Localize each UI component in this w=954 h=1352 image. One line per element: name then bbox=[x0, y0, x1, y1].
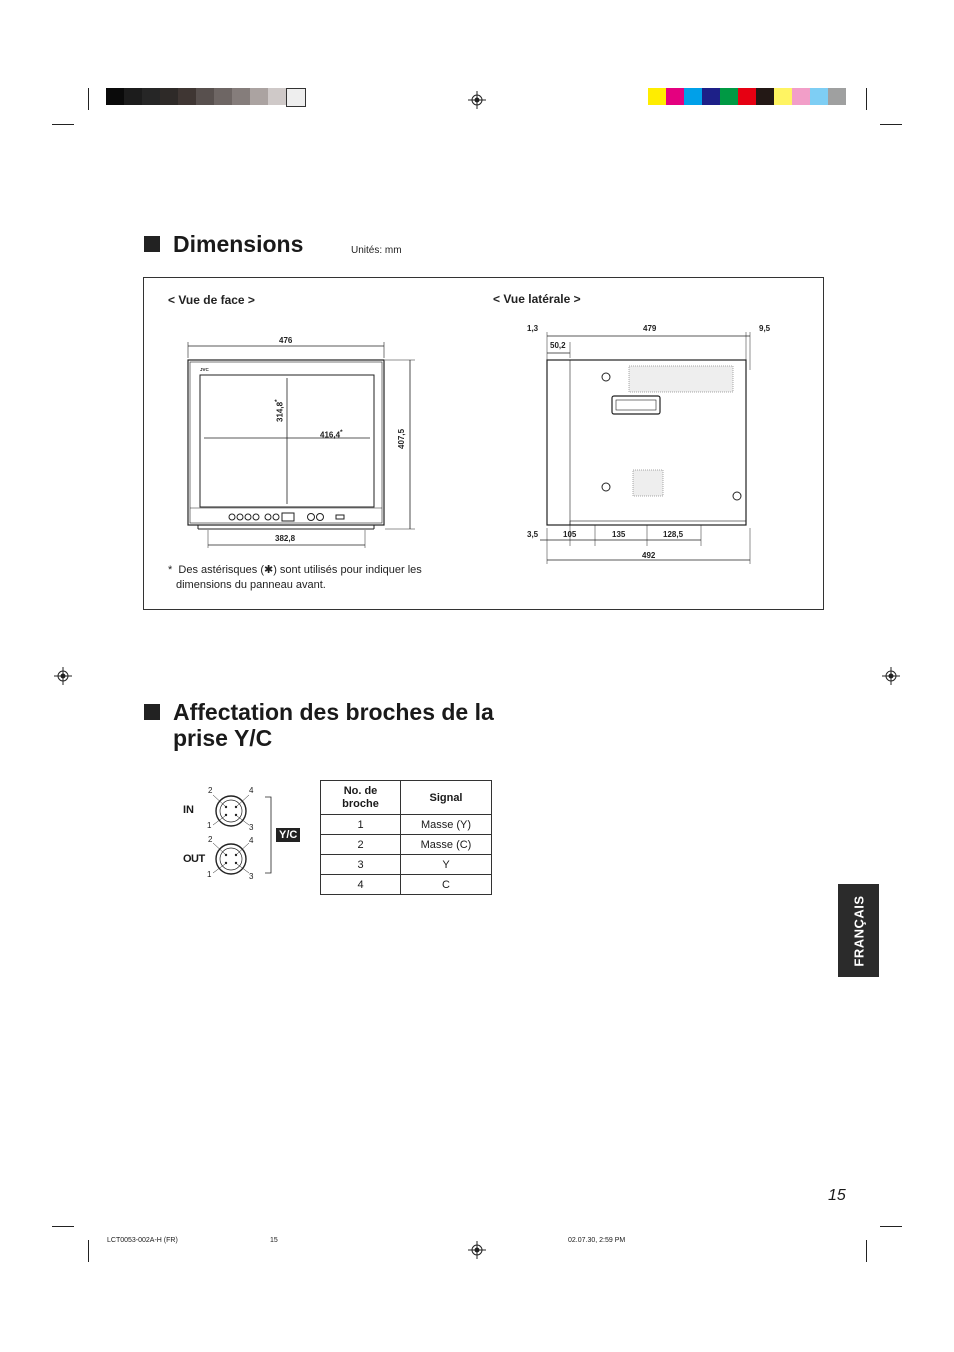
color-swatch bbox=[792, 88, 810, 105]
gray-swatch bbox=[106, 88, 124, 105]
color-swatch bbox=[756, 88, 774, 105]
side-dim-label: 50,2 bbox=[550, 341, 566, 350]
yc-badge: Y/C bbox=[276, 828, 300, 842]
gray-swatch bbox=[250, 88, 268, 105]
crop-mark bbox=[866, 88, 867, 110]
table-cell: 3 bbox=[321, 855, 401, 875]
pin-number: 1 bbox=[207, 821, 212, 830]
crop-mark bbox=[866, 1240, 867, 1262]
pin-number: 3 bbox=[249, 872, 254, 881]
brand-logo: JVC bbox=[200, 367, 209, 372]
gray-swatch bbox=[160, 88, 178, 105]
table-cell: 2 bbox=[321, 835, 401, 855]
in-label: IN bbox=[183, 804, 194, 816]
table-cell: C bbox=[401, 875, 492, 895]
units-label: Unités: mm bbox=[351, 245, 402, 256]
gray-swatch bbox=[232, 88, 250, 105]
out-label: OUT bbox=[183, 853, 205, 865]
out-connector-icon bbox=[213, 843, 249, 874]
vent-grille bbox=[633, 470, 663, 496]
side-dim-label: 492 bbox=[642, 551, 656, 560]
color-swatch bbox=[810, 88, 828, 105]
color-swatch bbox=[684, 88, 702, 105]
crop-mark bbox=[52, 124, 74, 125]
page-number: 15 bbox=[828, 1187, 846, 1204]
crop-mark bbox=[880, 124, 902, 125]
side-dim-label: 3,5 bbox=[527, 530, 539, 539]
side-dim-label: 128,5 bbox=[663, 530, 684, 539]
section-bullet-icon bbox=[144, 236, 160, 252]
gray-swatch bbox=[142, 88, 160, 105]
side-view-drawing bbox=[520, 318, 770, 573]
pin-number: 2 bbox=[208, 835, 213, 844]
registration-mark-icon bbox=[882, 667, 900, 685]
table-cell: 4 bbox=[321, 875, 401, 895]
in-connector-icon bbox=[213, 795, 249, 826]
yc-connector-diagram bbox=[205, 785, 285, 885]
registration-mark-icon bbox=[468, 91, 486, 109]
crop-mark bbox=[88, 88, 89, 110]
footer-doc-code: LCT0053-002A-H (FR) bbox=[107, 1237, 178, 1244]
column-header: No. de broche bbox=[321, 781, 401, 815]
side-dim-label: 479 bbox=[643, 324, 657, 333]
footer-page: 15 bbox=[270, 1237, 278, 1244]
asterisk-note: * Des astérisques (✱) sont utilisés pour indiquer les dimensions du panneau avant. bbox=[168, 564, 422, 591]
color-swatch bbox=[666, 88, 684, 105]
bracket bbox=[265, 797, 271, 873]
gray-swatch bbox=[178, 88, 196, 105]
column-header: Signal bbox=[401, 781, 492, 815]
color-swatch bbox=[648, 88, 666, 105]
gray-swatch bbox=[124, 88, 142, 105]
front-height-label: 407,5 bbox=[397, 428, 406, 449]
front-width-label: 476 bbox=[279, 336, 293, 345]
pin-number: 4 bbox=[249, 786, 254, 795]
footer-timestamp: 02.07.30, 2:59 PM bbox=[568, 1237, 626, 1244]
pin-number: 1 bbox=[207, 870, 212, 879]
pin-assignment-table bbox=[320, 780, 492, 895]
table-cell: Y bbox=[401, 855, 492, 875]
front-view-label: < Vue de face > bbox=[168, 293, 255, 307]
side-view-label: < Vue latérale > bbox=[493, 292, 581, 306]
color-swatch bbox=[828, 88, 846, 105]
gray-swatch bbox=[268, 88, 286, 105]
table-cell: Masse (Y) bbox=[401, 815, 492, 835]
pin-number: 4 bbox=[249, 836, 254, 845]
section-title-pins: Affectation des broches de la prise Y/C bbox=[173, 699, 494, 751]
color-swatch bbox=[774, 88, 792, 105]
pin-number: 2 bbox=[208, 786, 213, 795]
registration-mark-icon bbox=[54, 667, 72, 685]
side-dim-label: 105 bbox=[563, 530, 577, 539]
table-header-row bbox=[321, 781, 492, 815]
side-dim-label: 9,5 bbox=[759, 324, 771, 333]
crop-mark bbox=[52, 1226, 74, 1227]
table-cell: 1 bbox=[321, 815, 401, 835]
color-swatch bbox=[702, 88, 720, 105]
table-row bbox=[321, 855, 492, 875]
screen-width-label: 416,4* bbox=[320, 429, 343, 440]
table-cell: Masse (C) bbox=[401, 835, 492, 855]
table-row bbox=[321, 835, 492, 855]
table-row bbox=[321, 875, 492, 895]
registration-mark-icon bbox=[468, 1241, 486, 1259]
side-dim-label: 1,3 bbox=[527, 324, 539, 333]
screen-height-label: 314,8* bbox=[274, 399, 285, 422]
gray-swatch bbox=[196, 88, 214, 105]
gray-swatch bbox=[286, 88, 306, 107]
color-swatch bbox=[738, 88, 756, 105]
section-bullet-icon bbox=[144, 704, 160, 720]
base-width-label: 382,8 bbox=[275, 534, 296, 543]
side-dim-label: 135 bbox=[612, 530, 626, 539]
section-title-dimensions: Dimensions bbox=[173, 231, 304, 257]
color-swatch bbox=[720, 88, 738, 105]
table-row bbox=[321, 815, 492, 835]
vent-grille bbox=[629, 366, 733, 392]
pin-number: 3 bbox=[249, 823, 254, 832]
crop-mark bbox=[88, 1240, 89, 1262]
gray-swatch bbox=[214, 88, 232, 105]
language-tab: FRANÇAIS bbox=[838, 884, 879, 977]
front-view-drawing bbox=[180, 330, 430, 555]
crop-mark bbox=[880, 1226, 902, 1227]
